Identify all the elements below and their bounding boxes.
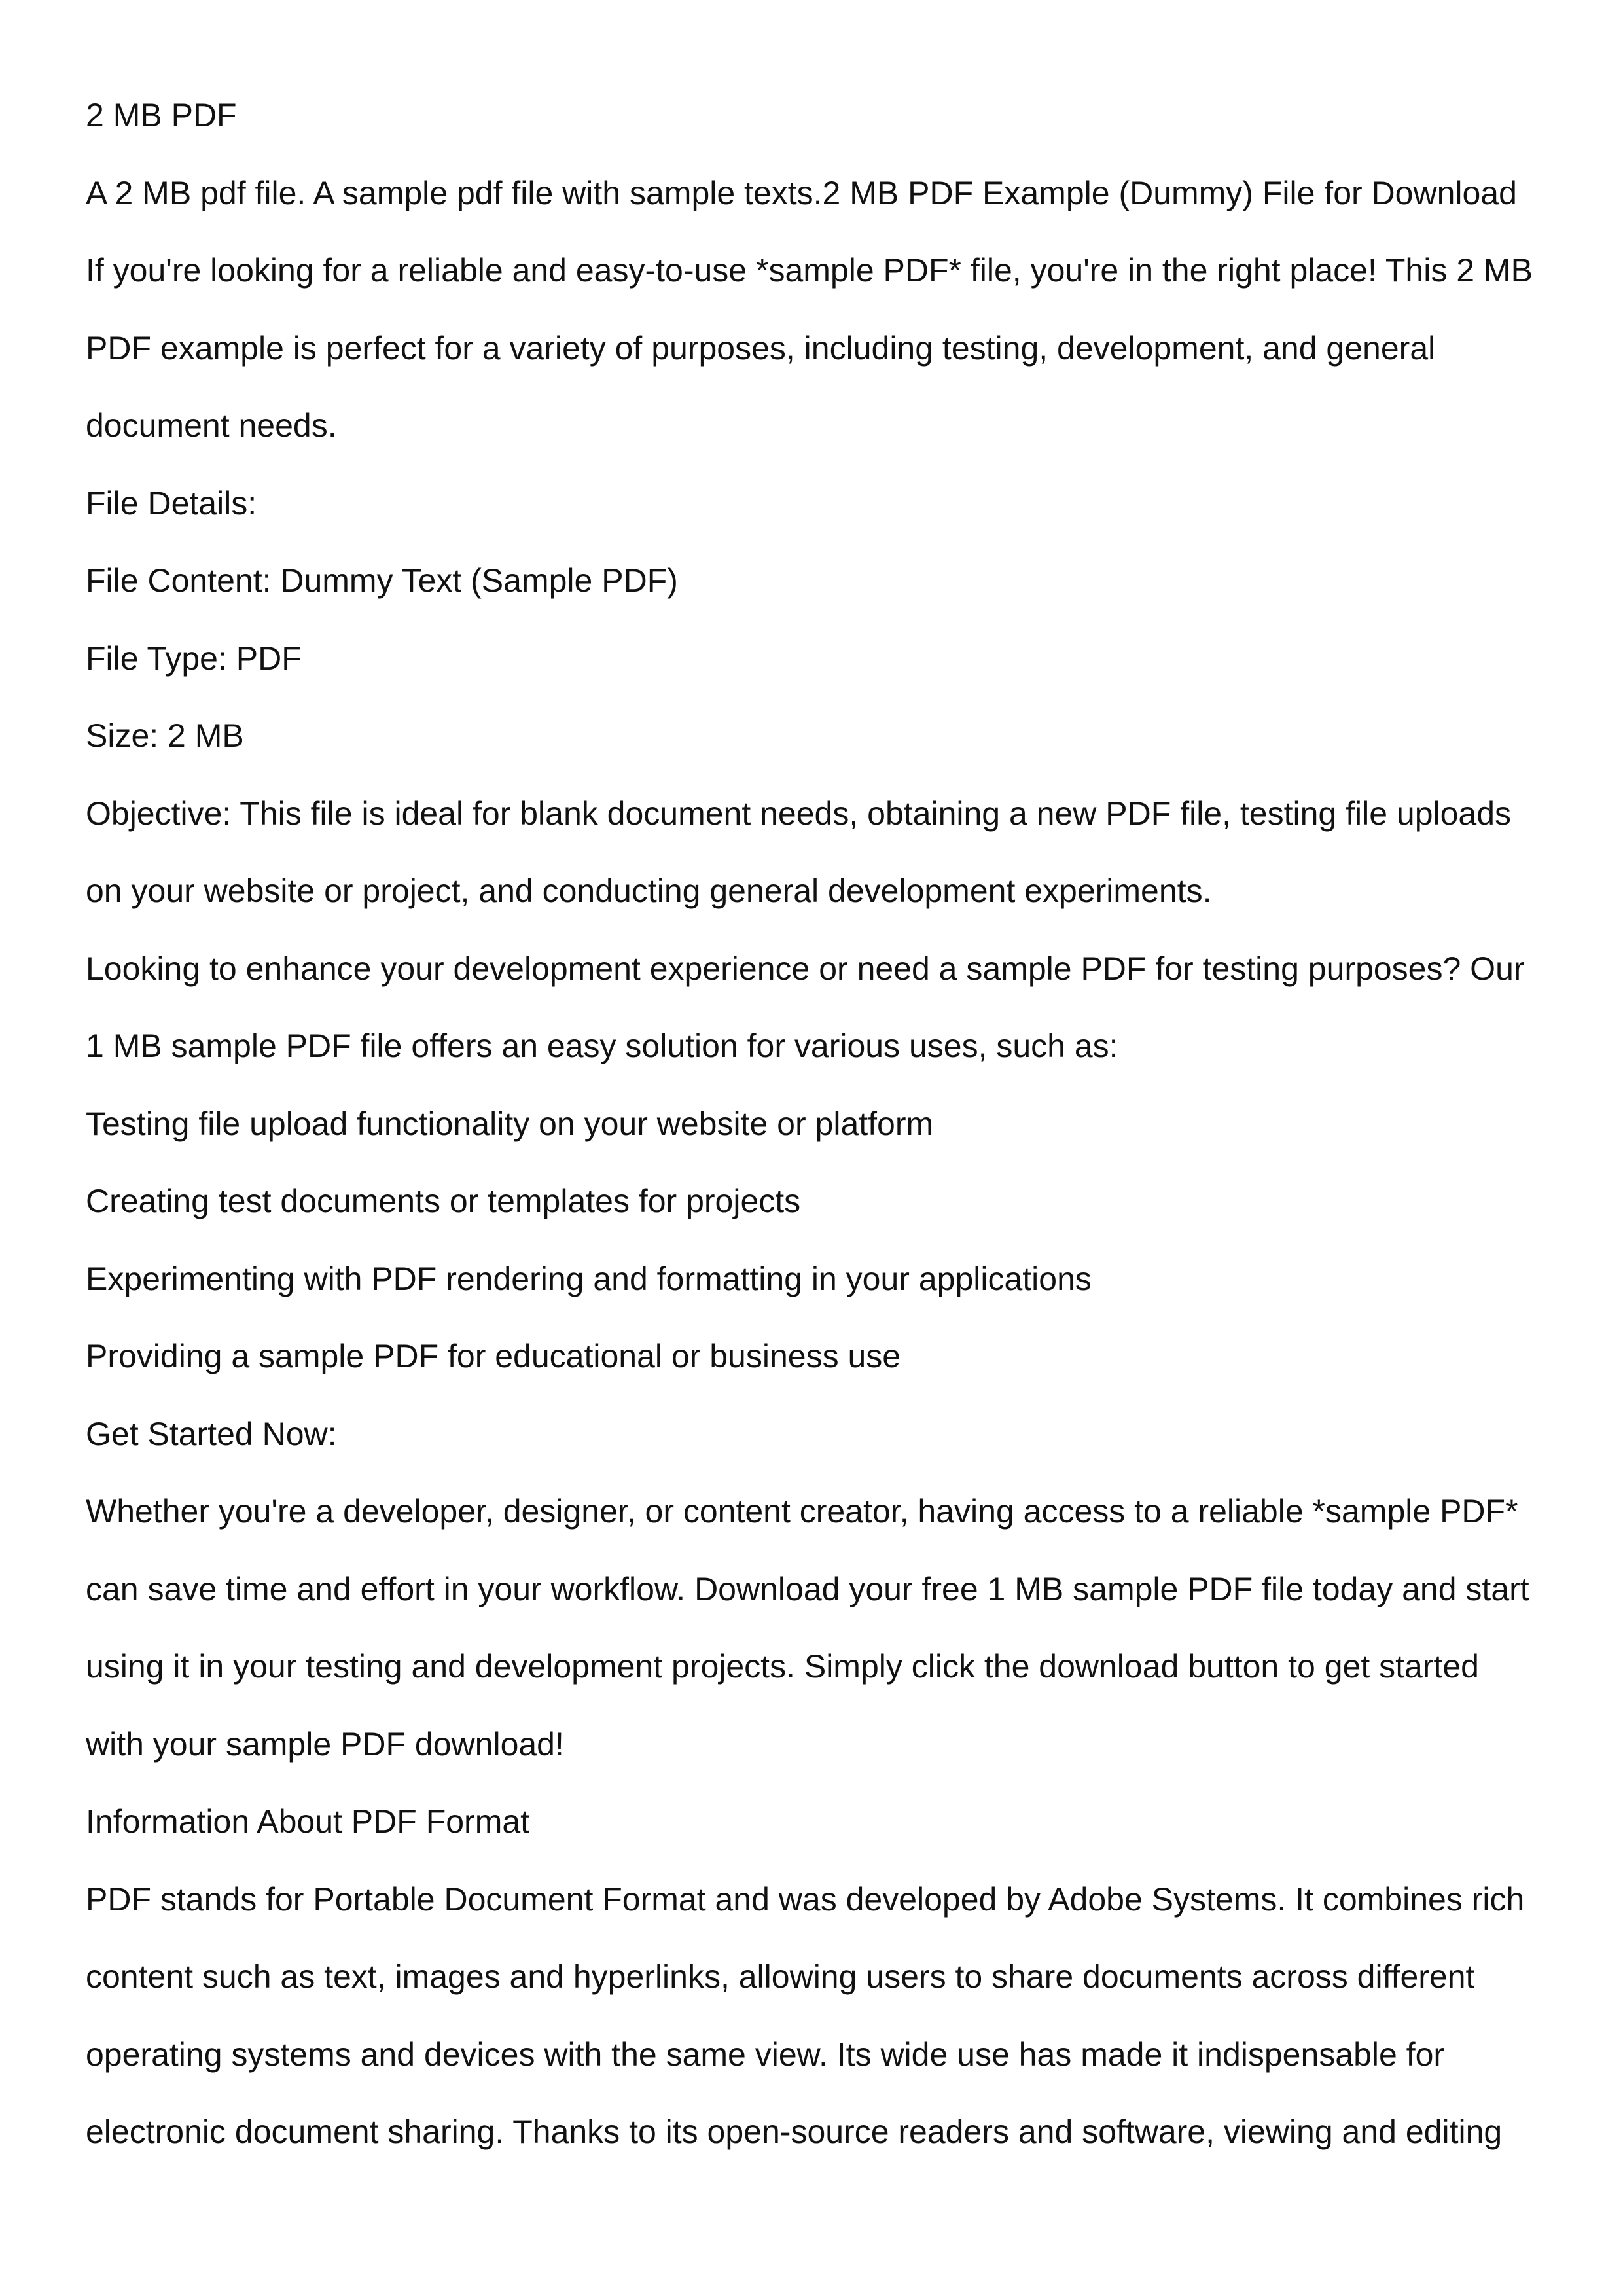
text-line: Looking to enhance your development experience or need a sample PDF for testing purposes? Our [86,950,1525,987]
list-item: Providing a sample PDF for educational or business use [86,1338,901,1374]
document-body [86,92,1552,2187]
text-line: operating systems and devices with the same view. Its wide use has made it indispensable for [86,2036,1445,2073]
text-line: using it in your testing and development projects. Simply click the download button to get started [86,1648,1479,1685]
text-line: PDF example is perfect for a variety of purposes, including testing, development, and general [86,329,1436,367]
text-line: on your website or project, and conducting general development experiments. [86,872,1212,909]
section-heading-get-started: Get Started Now: [86,1415,337,1452]
text-line: document needs. [86,407,337,444]
text-line: If you're looking for a reliable and easy-to-use *sample PDF* file, you're in the right place! This 2 MB [86,252,1533,289]
text-line: File Type: PDF [86,639,302,677]
text-line: 1 MB sample PDF file offers an easy solution for various uses, such as: [86,1028,1118,1064]
text-line: electronic document sharing. Thanks to its open-source readers and software, viewing and editing [86,2113,1503,2150]
section-heading-pdf-format: Information About PDF Format [86,1803,530,1840]
text-line: Size: 2 MB [86,717,244,754]
text-line: can save time and effort in your workflow. Download your free 1 MB sample PDF file today and start [86,1570,1529,1607]
list-item: Testing file upload functionality on your website or platform [86,1105,934,1142]
text-line: Whether you're a developer, designer, or content creator, having access to a reliable *sample PDF* [86,1493,1518,1530]
text-line: PDF stands for Portable Document Format and was developed by Adobe Systems. It combines rich [86,1880,1525,1918]
text-line: with your sample PDF download! [86,1725,564,1763]
document-title: 2 MB PDF [86,97,237,134]
text-line: A 2 MB pdf file. A sample pdf file with sample texts.2 MB PDF Example (Dummy) File for Download [86,174,1517,211]
list-item: Experimenting with PDF rendering and formatting in your applications [86,1260,1092,1297]
list-item: Creating test documents or templates for projects [86,1183,801,1219]
text-line: Objective: This file is ideal for blank document needs, obtaining a new PDF file, testing file uploads [86,795,1512,832]
text-line: File Content: Dummy Text (Sample PDF) [86,562,678,599]
section-heading-file-details: File Details: [86,484,257,522]
text-line: content such as text, images and hyperlinks, allowing users to share documents across different [86,1958,1475,1995]
